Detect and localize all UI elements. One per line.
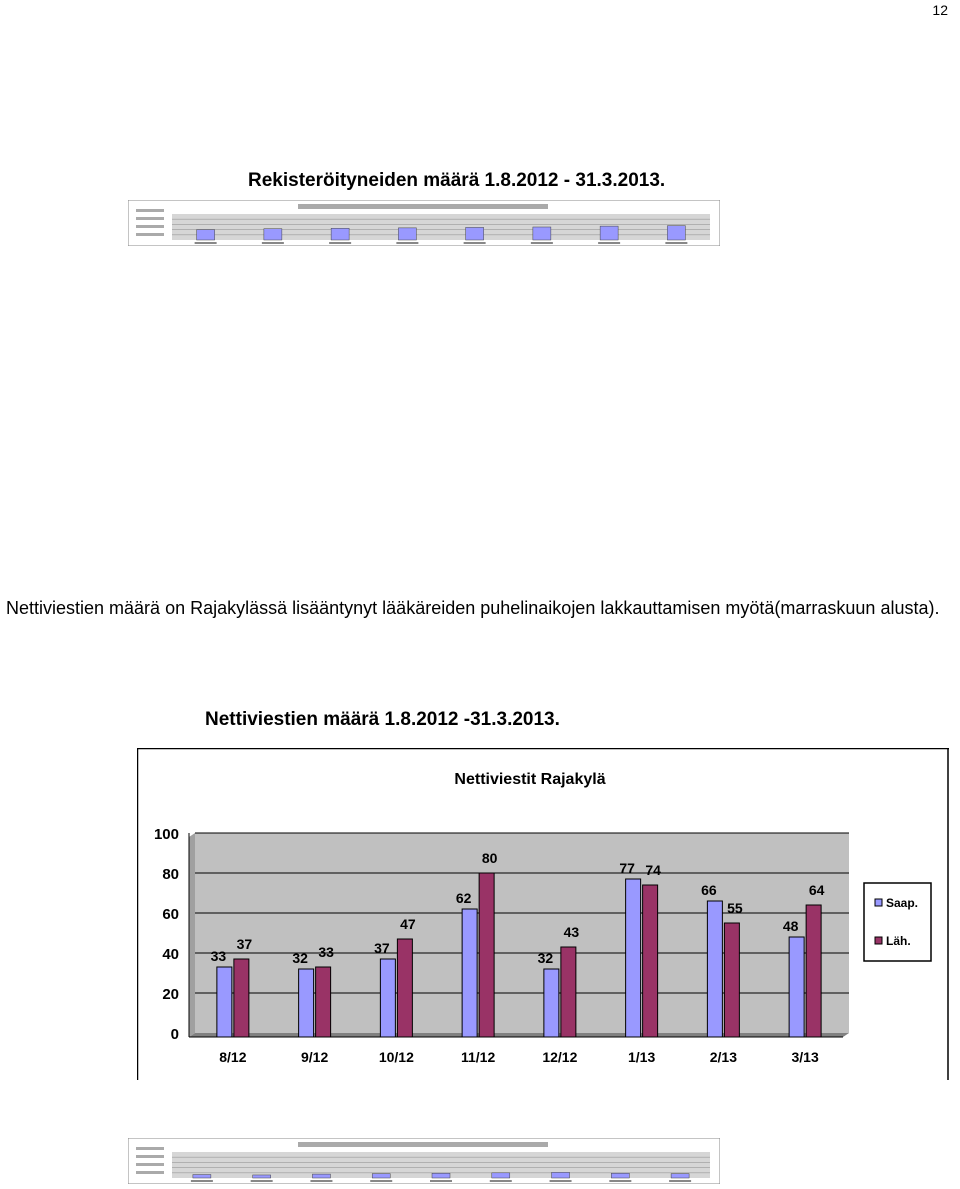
bottom-thumb-x-tick-mark [191, 1180, 213, 1182]
bar-lah [234, 959, 249, 1037]
bottom-thumb-x-tick-mark [251, 1180, 273, 1182]
top-thumb-bar [398, 228, 416, 240]
data-label: 37 [374, 940, 390, 956]
top-thumb-title-mark [298, 204, 548, 209]
body-paragraph: Nettiviestien määrä on Rajakylässä lisääntynyt lääkäreiden puhelinaikojen lakkauttamisen myötä(marraskuun alusta). [6, 598, 940, 618]
bar-lah [397, 939, 412, 1037]
bar-saap [217, 967, 232, 1037]
data-label: 55 [727, 900, 743, 916]
bar-saap [462, 909, 477, 1037]
x-tick-label: 10/12 [378, 1049, 414, 1065]
top-thumb-bar [466, 227, 484, 240]
x-tick-label: 1/13 [628, 1049, 656, 1065]
bottom-thumb-y-tick-mark [136, 1163, 164, 1166]
legend-swatch [875, 937, 882, 944]
bottom-thumb-bar [492, 1173, 510, 1178]
data-label: 48 [782, 918, 799, 934]
y-tick-label: 20 [162, 986, 179, 1003]
data-label: 47 [400, 916, 416, 932]
messages-chart-svg [137, 748, 949, 1080]
data-label: 62 [455, 890, 472, 906]
bar-lah [724, 923, 739, 1037]
top-thumb-bar [264, 229, 282, 240]
data-label: 32 [537, 950, 554, 966]
bottom-thumb-y-tick-mark [136, 1155, 164, 1158]
plot-area [195, 833, 849, 1033]
bar-saap [626, 879, 641, 1037]
legend-label: Läh. [886, 934, 911, 948]
top-thumb-bar [533, 227, 551, 240]
bar-lah [806, 905, 821, 1037]
bottom-thumb-bar [552, 1172, 570, 1178]
x-tick-label: 2/13 [709, 1049, 737, 1065]
bottom-thumb-bar [432, 1173, 450, 1178]
top-thumb-bar [667, 226, 685, 240]
top-thumb-y-tick-mark [136, 209, 164, 212]
bottom-thumb-bar [253, 1175, 271, 1178]
top-thumb-bar [197, 230, 215, 240]
plot-floor [189, 1033, 849, 1037]
registered-users-chart-svg [128, 200, 720, 246]
x-tick-label: 12/12 [542, 1049, 578, 1065]
bar-lah [316, 967, 331, 1037]
top-thumb-y-tick-mark [136, 217, 164, 220]
top-thumb-x-tick-mark [531, 242, 553, 244]
y-tick-label: 100 [153, 826, 179, 843]
bottom-thumb-x-tick-mark [669, 1180, 691, 1182]
chart-title: Nettiviestit Rajakylä [454, 771, 606, 788]
data-label: 64 [808, 882, 825, 898]
x-tick-label: 3/13 [791, 1049, 819, 1065]
bar-saap [544, 969, 559, 1037]
data-label: 66 [701, 882, 717, 898]
bar-saap [299, 969, 314, 1037]
top-thumb-x-tick-mark [464, 242, 486, 244]
top-thumb-x-tick-mark [262, 242, 284, 244]
bar-saap [380, 959, 395, 1037]
bottom-thumb-x-tick-mark [310, 1180, 332, 1182]
y-tick-label: 40 [162, 946, 179, 963]
messages-chart [137, 748, 949, 1080]
top-thumb-x-tick-mark [195, 242, 217, 244]
bar-lah [643, 885, 658, 1037]
heading-messages-count: Nettiviestien määrä 1.8.2012 -31.3.2013. [205, 709, 560, 730]
top-thumb-bar [600, 226, 618, 240]
data-label: 80 [481, 850, 498, 866]
bottom-thumb-title-mark [298, 1142, 548, 1147]
x-tick-label: 11/12 [460, 1049, 496, 1065]
legend-swatch [875, 899, 882, 906]
bottom-thumb-x-tick-mark [550, 1180, 572, 1182]
bottom-thumb-x-tick-mark [609, 1180, 631, 1182]
x-tick-label: 8/12 [219, 1049, 247, 1065]
legend [864, 883, 931, 961]
bar-saap [707, 901, 722, 1037]
bottom-thumb-x-tick-mark [490, 1180, 512, 1182]
registered-users-chart-thumbnail [128, 200, 720, 246]
top-thumb-x-tick-mark [329, 242, 351, 244]
data-label: 74 [645, 862, 661, 878]
bottom-thumb-y-tick-mark [136, 1171, 164, 1174]
data-label: 33 [318, 944, 334, 960]
bottom-thumb-x-tick-mark [430, 1180, 452, 1182]
data-label: 77 [619, 860, 635, 876]
bottom-thumb-bar [312, 1174, 330, 1178]
bottom-chart-thumbnail [128, 1138, 720, 1184]
bottom-thumb-bar [372, 1174, 390, 1178]
top-thumb-y-tick-mark [136, 225, 164, 228]
top-thumb-x-tick-mark [598, 242, 620, 244]
top-thumb-x-tick-mark [665, 242, 687, 244]
data-label: 37 [236, 936, 253, 952]
page-number: 12 [932, 2, 948, 18]
heading-registered-count: Rekisteröityneiden määrä 1.8.2012 - 31.3.2013. [248, 170, 666, 191]
plot-side-wall [189, 833, 195, 1037]
data-label: 43 [563, 924, 580, 940]
legend-box [864, 883, 931, 961]
y-tick-label: 60 [162, 906, 179, 923]
top-thumb-y-tick-mark [136, 233, 164, 236]
data-label: 32 [292, 950, 308, 966]
bottom-thumb-x-tick-mark [370, 1180, 392, 1182]
bottom-thumb-y-tick-mark [136, 1147, 164, 1150]
bottom-thumb-bar [193, 1175, 211, 1178]
top-thumb-bar [331, 228, 349, 240]
bottom-chart-svg [128, 1138, 720, 1184]
top-thumb-plot-area [172, 214, 710, 240]
bottom-thumb-bar [671, 1174, 689, 1178]
legend-label: Saap. [886, 896, 919, 910]
y-tick-label: 0 [170, 1026, 179, 1043]
y-tick-label: 80 [162, 866, 179, 883]
bar-lah [561, 947, 576, 1037]
bar-saap [789, 937, 804, 1037]
bottom-thumb-bar [611, 1173, 629, 1178]
top-thumb-x-tick-mark [396, 242, 418, 244]
x-tick-label: 9/12 [301, 1049, 329, 1065]
data-label: 33 [210, 948, 227, 964]
bar-lah [479, 873, 494, 1037]
